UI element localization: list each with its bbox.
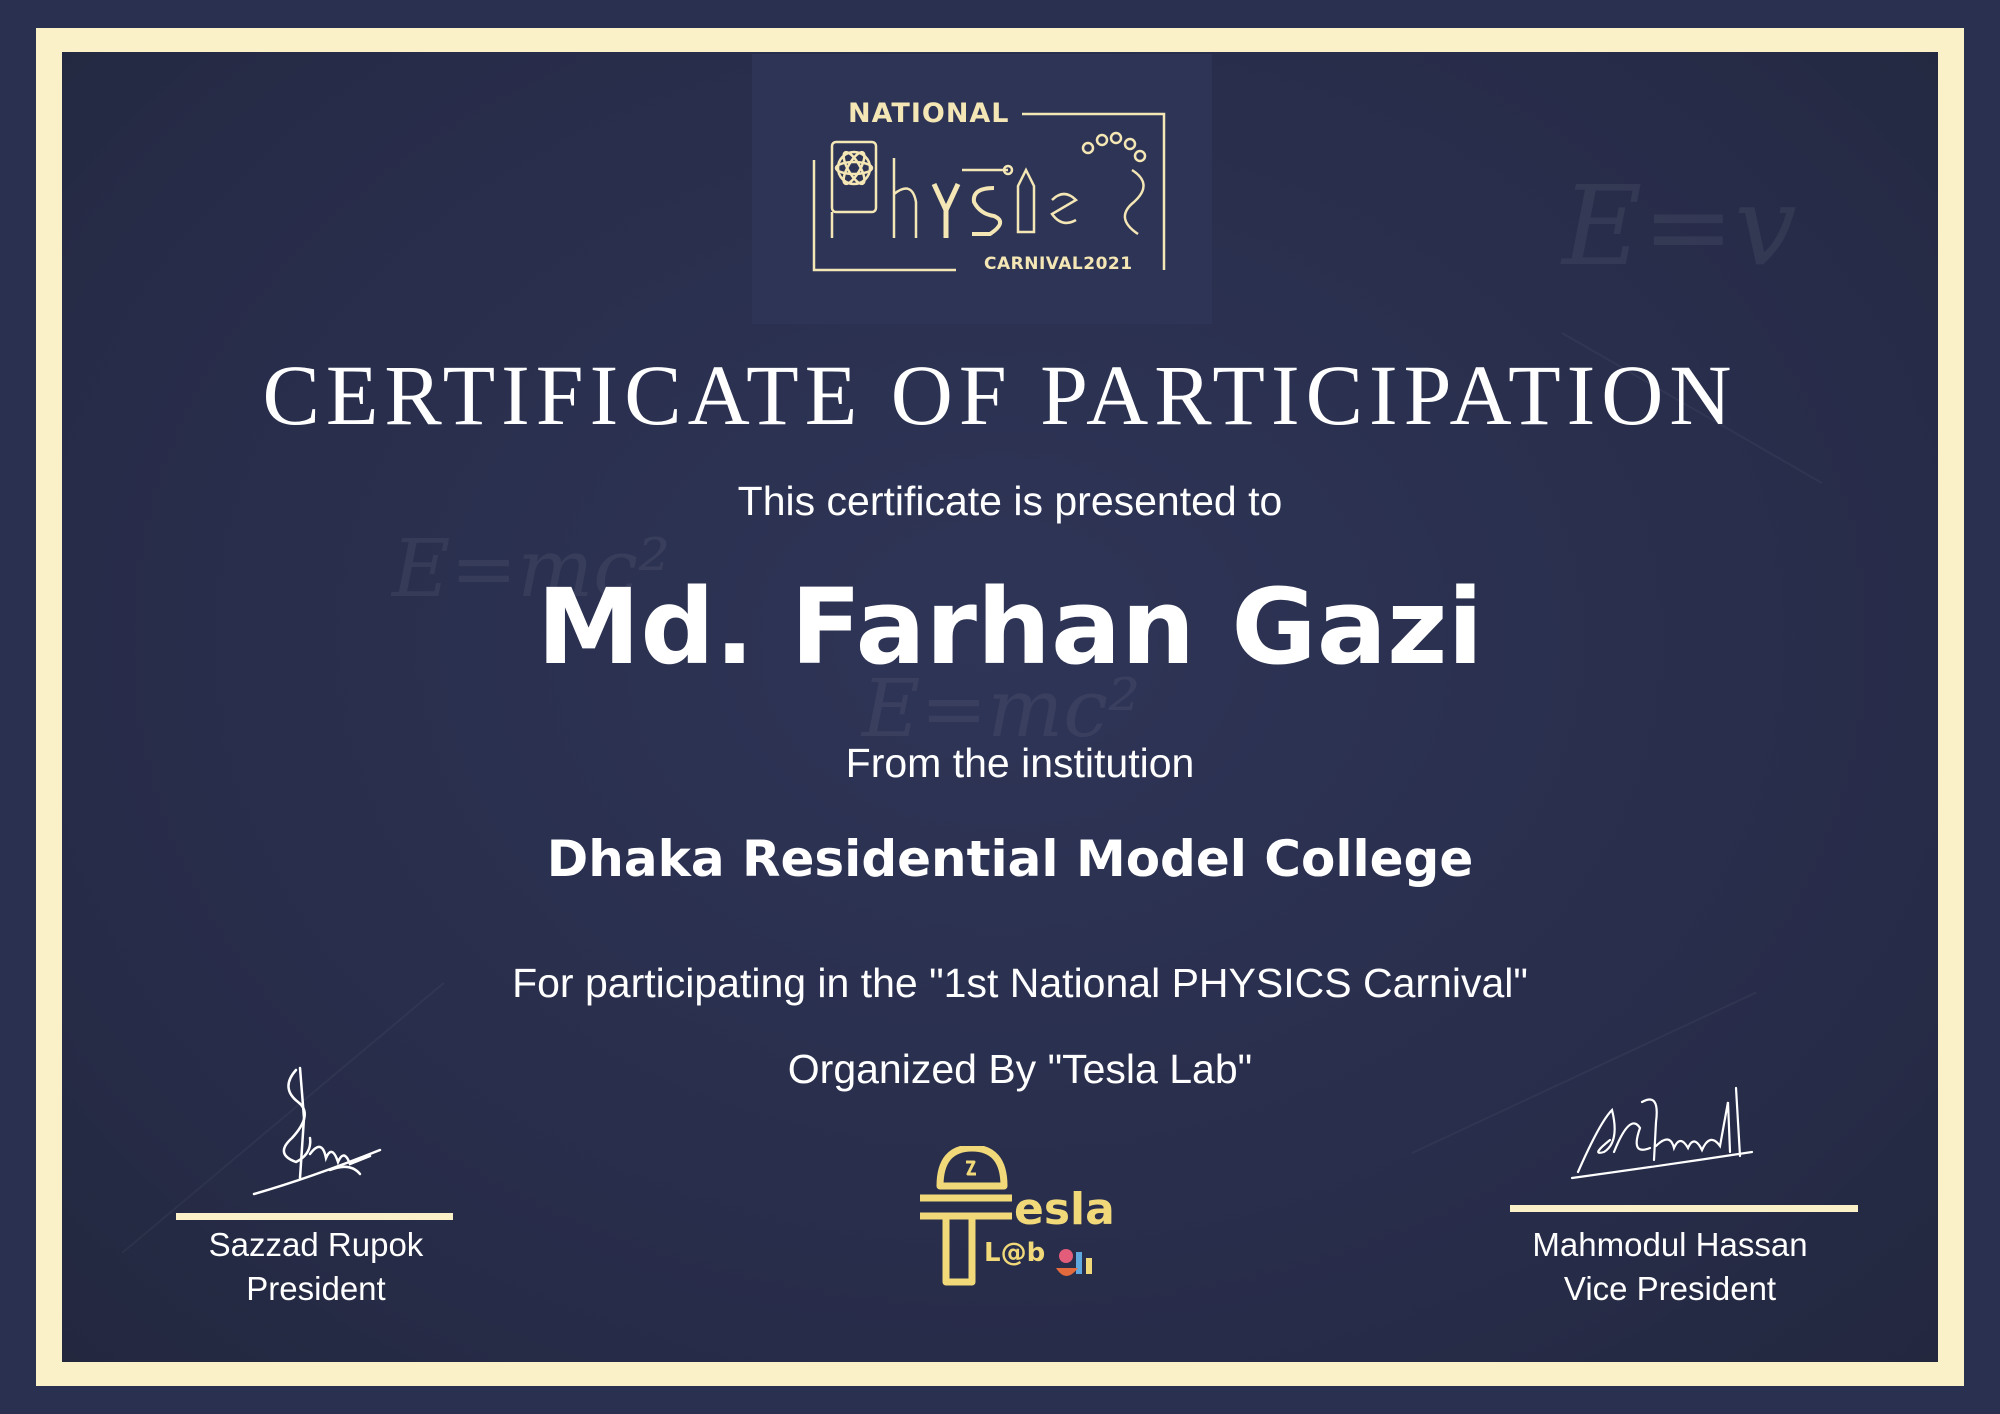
certificate-title: CERTIFICATE OF PARTICIPATION (262, 347, 1738, 443)
organizer-text: Organized By "Tesla Lab" (787, 1046, 1253, 1092)
watermark-formula: E=v (1562, 162, 1797, 290)
institution-name: Dhaka Residential Model College (546, 830, 1474, 888)
president-title: President (246, 1270, 386, 1307)
national-physics-carnival-logo (812, 110, 1166, 274)
recipient-name: Md. Farhan Gazi (536, 566, 1484, 688)
vice-president-signature (1570, 1082, 1760, 1182)
participation-text: For participating in the "1st National PHYSICS Carnival" (512, 960, 1528, 1006)
logo-bottom-text: CARNIVAL2021 (984, 254, 1133, 274)
president-name: Sazzad Rupok (208, 1226, 424, 1263)
logo-top-text: NATIONAL (848, 98, 1010, 129)
vice-president-name: Mahmodul Hassan (1532, 1226, 1808, 1263)
watermark-formula: E=mc² (392, 522, 671, 615)
vice-president-title: Vice President (1563, 1270, 1777, 1307)
signature-line (176, 1213, 453, 1220)
lab-logo-text: L@b (984, 1238, 1046, 1268)
from-institution-label: From the institution (845, 740, 1195, 786)
presented-to-text: This certificate is presented to (737, 478, 1283, 524)
signature-line (1510, 1205, 1858, 1212)
president-signature (240, 1058, 390, 1198)
tesla-logo-text: esla (1014, 1184, 1115, 1235)
watermark-formula: E=mc² (862, 662, 1141, 755)
